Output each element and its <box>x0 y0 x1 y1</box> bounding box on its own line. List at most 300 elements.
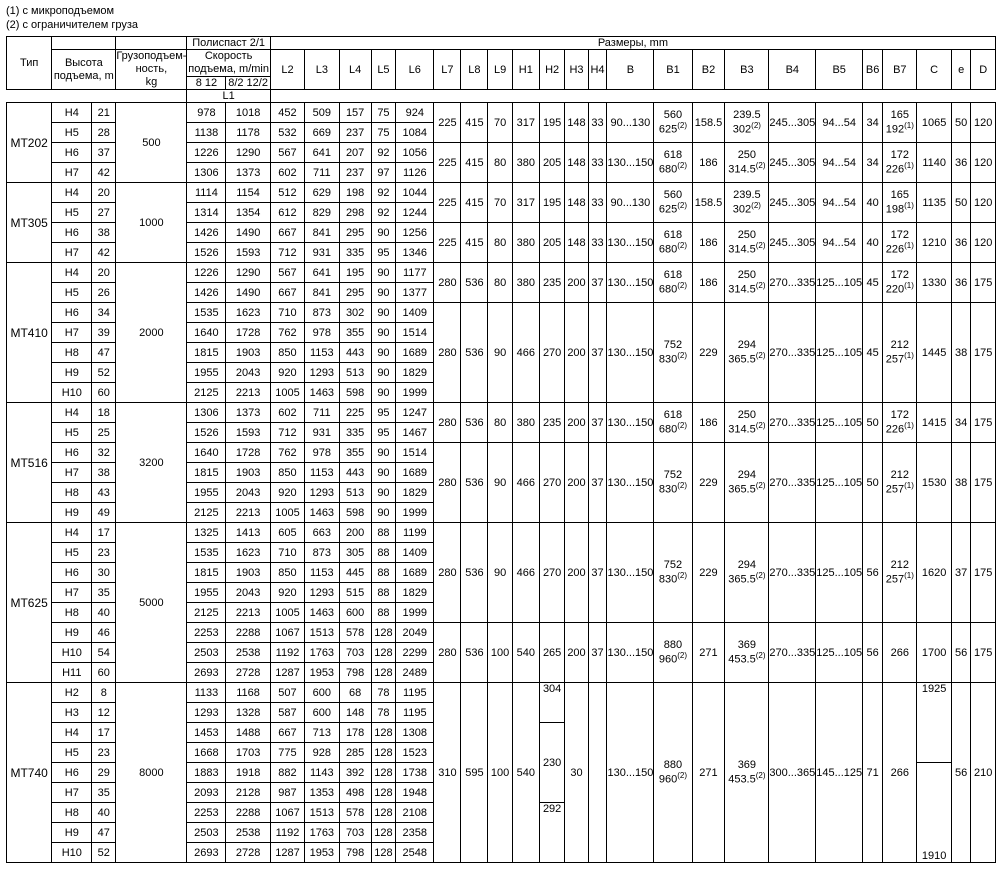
cell-L2: 1005 <box>270 503 304 523</box>
cell-L8: 415 <box>461 143 488 183</box>
height-value: 34 <box>92 303 116 323</box>
cell-L4: 157 <box>339 103 371 123</box>
cell-L2: 882 <box>270 763 304 783</box>
cell-B6: 50 <box>863 403 883 443</box>
cell-L3: 841 <box>305 223 339 243</box>
cell-L3: 713 <box>305 723 339 743</box>
height-value: 18 <box>92 403 116 423</box>
cell-L2: 1005 <box>270 603 304 623</box>
height-value: 17 <box>92 523 116 543</box>
cell-L5: 88 <box>371 583 395 603</box>
cell-L6: 1247 <box>396 403 434 423</box>
cell-L3: 1153 <box>305 563 339 583</box>
cell-H2: 205 <box>539 223 565 263</box>
header-height: Высота подъема, m <box>52 50 116 90</box>
header-col-H1: H1 <box>512 50 539 90</box>
L1-speed-8-2: 2213 <box>226 503 270 523</box>
cell-L3: 978 <box>305 443 339 463</box>
cell-H4 <box>588 683 607 863</box>
data-row <box>7 183 996 203</box>
cell-L3: 931 <box>305 243 339 263</box>
cell-L9: 80 <box>488 223 512 263</box>
L1-speed-8-2: 2288 <box>226 623 270 643</box>
L1-speed-8-2: 1593 <box>226 423 270 443</box>
cell-L3: 669 <box>305 123 339 143</box>
cell-H2: 270 <box>539 303 565 403</box>
cell-L4: 298 <box>339 203 371 223</box>
cell-L6: 1409 <box>396 543 434 563</box>
cell-L2: 587 <box>270 703 304 723</box>
height-value: 52 <box>92 843 116 863</box>
cell-L6: 1689 <box>396 563 434 583</box>
L1-speed-8-2: 1623 <box>226 543 270 563</box>
L1-speed-8-2: 1490 <box>226 283 270 303</box>
L1-speed-8-12: 1955 <box>187 483 226 503</box>
cell-L6: 2358 <box>396 823 434 843</box>
cell-H1: 466 <box>512 523 539 623</box>
L1-speed-8-2: 1490 <box>226 223 270 243</box>
cell-L9: 90 <box>488 523 512 623</box>
cell-e: 37 <box>951 523 971 623</box>
cell-L3: 629 <box>305 183 339 203</box>
cell-e: 38 <box>951 443 971 523</box>
model-type: MT516 <box>7 403 52 523</box>
cell-L8: 415 <box>461 223 488 263</box>
cell-L4: 445 <box>339 563 371 583</box>
height-value: 21 <box>92 103 116 123</box>
cell-L6: 1195 <box>396 703 434 723</box>
header-polispast: Полиспаст 2/1 <box>187 37 270 50</box>
cell-L4: 68 <box>339 683 371 703</box>
cell-B2: 271 <box>692 623 725 683</box>
cell-L4: 598 <box>339 503 371 523</box>
cell-L6: 1377 <box>396 283 434 303</box>
cell-B6: 56 <box>863 523 883 623</box>
height-label: H7 <box>52 463 92 483</box>
cell-L6: 1523 <box>396 743 434 763</box>
cell-e: 56 <box>951 683 971 863</box>
cell-L3: 1153 <box>305 343 339 363</box>
L1-speed-8-2: 2288 <box>226 803 270 823</box>
height-value: 23 <box>92 743 116 763</box>
cell-B2: 186 <box>692 143 725 183</box>
header-spacer-capacity <box>116 37 187 50</box>
L1-speed-8-12: 1535 <box>187 303 226 323</box>
cell-L2: 602 <box>270 403 304 423</box>
cell-L4: 237 <box>339 163 371 183</box>
cell-B3: 294 365.5$^{(2)}$ <box>725 523 769 623</box>
cell-H1: 317 <box>512 183 539 223</box>
cell-L6: 1689 <box>396 343 434 363</box>
height-label: H7 <box>52 243 92 263</box>
cell-L3: 1513 <box>305 803 339 823</box>
cell-B2: 229 <box>692 523 725 623</box>
cell-L4: 355 <box>339 443 371 463</box>
header-col-D: D <box>971 50 996 90</box>
cell-L5: 78 <box>371 683 395 703</box>
cell-L4: 798 <box>339 843 371 863</box>
cell-L5: 90 <box>371 343 395 363</box>
cell-L6: 1999 <box>396 503 434 523</box>
cell-L5: 88 <box>371 563 395 583</box>
L1-speed-8-12: 1293 <box>187 703 226 723</box>
cell-H4: 37 <box>588 403 607 443</box>
height-label: H4 <box>52 403 92 423</box>
cell-L4: 515 <box>339 583 371 603</box>
height-label: H6 <box>52 563 92 583</box>
L1-speed-8-2: 2043 <box>226 583 270 603</box>
L1-speed-8-12: 1133 <box>187 683 226 703</box>
height-label: H4 <box>52 103 92 123</box>
cell-L2: 920 <box>270 583 304 603</box>
cell-L2: 1005 <box>270 383 304 403</box>
cell-H3: 200 <box>565 303 588 403</box>
cell-L6: 2108 <box>396 803 434 823</box>
cell-L3: 829 <box>305 203 339 223</box>
cell-B5: 125...105 <box>816 263 863 303</box>
L1-speed-8-12: 2693 <box>187 843 226 863</box>
cell-L8: 536 <box>461 403 488 443</box>
cell-L2: 710 <box>270 303 304 323</box>
cell-H2: 270 <box>539 443 565 523</box>
height-label: H10 <box>52 643 92 663</box>
cell-L2: 987 <box>270 783 304 803</box>
cell-B1: 618 680$^{(2)}$ <box>654 403 692 443</box>
L1-speed-8-12: 1640 <box>187 443 226 463</box>
cell-C: 1700 <box>917 623 951 683</box>
L1-speed-8-2: 1703 <box>226 743 270 763</box>
capacity-value: 8000 <box>116 683 187 863</box>
cell-B2: 186 <box>692 223 725 263</box>
cell-L9: 90 <box>488 443 512 523</box>
height-label: H7 <box>52 163 92 183</box>
footnote-2: (2) с ограничителем груза <box>6 19 139 31</box>
cell-B2: 158.5 <box>692 103 725 143</box>
cell-B5: 125...105 <box>816 303 863 403</box>
height-value: 35 <box>92 783 116 803</box>
cell-B1: 560 625$^{(2)}$ <box>654 103 692 143</box>
height-value: 27 <box>92 203 116 223</box>
cell-L5: 128 <box>371 803 395 823</box>
cell-L3: 1143 <box>305 763 339 783</box>
cell-L4: 225 <box>339 403 371 423</box>
height-label: H8 <box>52 343 92 363</box>
cell-L9: 70 <box>488 183 512 223</box>
cell-L5: 90 <box>371 283 395 303</box>
cell-B1: 618 680$^{(2)}$ <box>654 143 692 183</box>
height-value: 46 <box>92 623 116 643</box>
cell-L2: 1067 <box>270 803 304 823</box>
L1-speed-8-12: 1314 <box>187 203 226 223</box>
cell-L6: 1829 <box>396 483 434 503</box>
cell-C-lower: 1910 <box>917 763 951 863</box>
cell-H2-lower: 292 <box>539 803 565 863</box>
cell-C: 1445 <box>917 303 951 403</box>
cell-L3: 1463 <box>305 383 339 403</box>
height-value: 43 <box>92 483 116 503</box>
L1-speed-8-12: 2503 <box>187 643 226 663</box>
cell-L4: 237 <box>339 123 371 143</box>
height-label: H8 <box>52 803 92 823</box>
cell-B6: 50 <box>863 443 883 523</box>
height-label: H10 <box>52 383 92 403</box>
L1-speed-8-2: 2728 <box>226 843 270 863</box>
L1-speed-8-12: 1325 <box>187 523 226 543</box>
header-col-B2: B2 <box>692 50 725 90</box>
cell-L3: 509 <box>305 103 339 123</box>
L1-speed-8-2: 1168 <box>226 683 270 703</box>
cell-B7: 172 226$^{(1)}$ <box>883 143 917 183</box>
cell-B1: 618 680$^{(2)}$ <box>654 263 692 303</box>
cell-L5: 128 <box>371 763 395 783</box>
cell-B: 90...130 <box>607 103 654 143</box>
cell-L6: 1177 <box>396 263 434 283</box>
L1-speed-8-12: 2503 <box>187 823 226 843</box>
height-value: 23 <box>92 543 116 563</box>
cell-L2: 567 <box>270 263 304 283</box>
height-label: H6 <box>52 763 92 783</box>
cell-H4: 33 <box>588 223 607 263</box>
header-sizes: Размеры, mm <box>270 37 995 50</box>
model-type: MT625 <box>7 523 52 683</box>
cell-B3: 250 314.5$^{(2)}$ <box>725 223 769 263</box>
L1-speed-8-12: 2125 <box>187 503 226 523</box>
L1-speed-8-2: 1373 <box>226 163 270 183</box>
cell-L4: 443 <box>339 463 371 483</box>
cell-L5: 90 <box>371 303 395 323</box>
cell-B5: 125...105 <box>816 623 863 683</box>
height-value: 42 <box>92 243 116 263</box>
height-label: H10 <box>52 843 92 863</box>
cell-D: 175 <box>971 303 996 403</box>
cell-L6: 1346 <box>396 243 434 263</box>
cell-L6: 1467 <box>396 423 434 443</box>
height-label: H4 <box>52 523 92 543</box>
cell-H1: 466 <box>512 443 539 523</box>
cell-L2: 667 <box>270 283 304 303</box>
cell-D: 175 <box>971 523 996 623</box>
cell-H1: 380 <box>512 143 539 183</box>
L1-speed-8-2: 1373 <box>226 403 270 423</box>
cell-L5: 128 <box>371 783 395 803</box>
cell-B4: 270...335 <box>769 303 816 403</box>
cell-B5: 94...54 <box>816 223 863 263</box>
height-value: 39 <box>92 323 116 343</box>
cell-L6: 1256 <box>396 223 434 243</box>
height-label: H3 <box>52 703 92 723</box>
capacity-value: 1000 <box>116 183 187 263</box>
L1-speed-8-2: 1178 <box>226 123 270 143</box>
height-label: H9 <box>52 503 92 523</box>
cell-L9: 80 <box>488 263 512 303</box>
cell-L7: 225 <box>434 103 461 143</box>
L1-speed-8-12: 1668 <box>187 743 226 763</box>
cell-C: 1530 <box>917 443 951 523</box>
cell-L2: 507 <box>270 683 304 703</box>
cell-L6: 1999 <box>396 603 434 623</box>
cell-C: 1210 <box>917 223 951 263</box>
cell-L7: 310 <box>434 683 461 863</box>
height-label: H9 <box>52 623 92 643</box>
cell-e: 34 <box>951 403 971 443</box>
cell-L5: 90 <box>371 323 395 343</box>
cell-H2: 265 <box>539 623 565 683</box>
cell-B7: 212 257$^{(1)}$ <box>883 443 917 523</box>
cell-L5: 128 <box>371 843 395 863</box>
cell-B1: 752 830$^{(2)}$ <box>654 443 692 523</box>
cell-L3: 841 <box>305 283 339 303</box>
cell-B7: 172 226$^{(1)}$ <box>883 403 917 443</box>
cell-B: 130...150 <box>607 683 654 863</box>
cell-L6: 1126 <box>396 163 434 183</box>
height-label: H6 <box>52 303 92 323</box>
cell-L5: 128 <box>371 823 395 843</box>
cell-B3: 294 365.5$^{(2)}$ <box>725 443 769 523</box>
cell-H3: 200 <box>565 263 588 303</box>
cell-L3: 641 <box>305 263 339 283</box>
cell-B4: 270...335 <box>769 443 816 523</box>
cell-e: 50 <box>951 183 971 223</box>
height-value: 37 <box>92 143 116 163</box>
cell-L5: 75 <box>371 103 395 123</box>
cell-L3: 600 <box>305 683 339 703</box>
cell-L2: 1287 <box>270 663 304 683</box>
cell-L7: 225 <box>434 143 461 183</box>
cell-L6: 1999 <box>396 383 434 403</box>
cell-B4: 270...335 <box>769 523 816 623</box>
header-col-L5: L5 <box>371 50 395 90</box>
cell-L7: 280 <box>434 303 461 403</box>
height-value: 30 <box>92 563 116 583</box>
cell-L2: 612 <box>270 203 304 223</box>
cell-L3: 1763 <box>305 823 339 843</box>
cell-L6: 1829 <box>396 583 434 603</box>
cell-H2: 235 <box>539 403 565 443</box>
L1-speed-8-12: 1815 <box>187 343 226 363</box>
capacity-value: 500 <box>116 103 187 183</box>
header-col-H3: H3 <box>565 50 588 90</box>
L1-speed-8-2: 2128 <box>226 783 270 803</box>
height-value: 20 <box>92 183 116 203</box>
cell-L4: 302 <box>339 303 371 323</box>
L1-speed-8-2: 1354 <box>226 203 270 223</box>
cell-H1: 380 <box>512 263 539 303</box>
height-value: 38 <box>92 463 116 483</box>
header-speed-8-2-12-2: 8/2 12/2 <box>226 77 270 90</box>
cell-H4: 37 <box>588 263 607 303</box>
header-col-L9: L9 <box>488 50 512 90</box>
cell-B6: 34 <box>863 143 883 183</box>
L1-speed-8-12: 1526 <box>187 243 226 263</box>
height-value: 40 <box>92 603 116 623</box>
cell-B7: 165 192$^{(1)}$ <box>883 103 917 143</box>
height-label: H8 <box>52 483 92 503</box>
cell-L9: 90 <box>488 303 512 403</box>
cell-L6: 1948 <box>396 783 434 803</box>
cell-C-upper: 1925 <box>917 683 951 763</box>
cell-B: 130...150 <box>607 303 654 403</box>
cell-B7: 212 257$^{(1)}$ <box>883 303 917 403</box>
cell-L3: 1293 <box>305 583 339 603</box>
cell-B1: 560 625$^{(2)}$ <box>654 183 692 223</box>
cell-L2: 1192 <box>270 823 304 843</box>
header-speed-8-12: 8 12 <box>187 77 226 90</box>
cell-H4: 33 <box>588 143 607 183</box>
cell-L6: 2299 <box>396 643 434 663</box>
height-label: H5 <box>52 423 92 443</box>
cell-B2: 186 <box>692 263 725 303</box>
height-value: 47 <box>92 823 116 843</box>
cell-B4: 270...335 <box>769 263 816 303</box>
cell-L2: 920 <box>270 483 304 503</box>
cell-L7: 225 <box>434 183 461 223</box>
cell-L5: 90 <box>371 463 395 483</box>
cell-L5: 90 <box>371 363 395 383</box>
height-label: H7 <box>52 583 92 603</box>
cell-L6: 1199 <box>396 523 434 543</box>
cell-L2: 850 <box>270 343 304 363</box>
cell-B1: 752 830$^{(2)}$ <box>654 303 692 403</box>
cell-H2-upper: 304 <box>539 683 565 723</box>
cell-L7: 280 <box>434 623 461 683</box>
cell-H3: 148 <box>565 143 588 183</box>
cell-L4: 295 <box>339 223 371 243</box>
height-label: H5 <box>52 203 92 223</box>
L1-speed-8-2: 1290 <box>226 143 270 163</box>
cell-L8: 536 <box>461 623 488 683</box>
cell-L5: 90 <box>371 483 395 503</box>
header-col-L3: L3 <box>305 50 339 90</box>
cell-L5: 95 <box>371 403 395 423</box>
header-col-B: B <box>607 50 654 90</box>
cell-B2: 229 <box>692 443 725 523</box>
cell-D: 175 <box>971 623 996 683</box>
header-row <box>7 50 996 77</box>
height-value: 25 <box>92 423 116 443</box>
cell-H2: 195 <box>539 103 565 143</box>
height-value: 8 <box>92 683 116 703</box>
header-row <box>7 37 996 50</box>
cell-L4: 392 <box>339 763 371 783</box>
cell-L5: 128 <box>371 663 395 683</box>
cell-B: 90...130 <box>607 183 654 223</box>
cell-L4: 148 <box>339 703 371 723</box>
cell-H1: 380 <box>512 403 539 443</box>
cell-L4: 305 <box>339 543 371 563</box>
footnotes <box>6 4 996 32</box>
cell-D: 175 <box>971 403 996 443</box>
height-value: 60 <box>92 383 116 403</box>
cell-L5: 88 <box>371 543 395 563</box>
cell-e: 56 <box>951 623 971 683</box>
height-value: 38 <box>92 223 116 243</box>
cell-L3: 931 <box>305 423 339 443</box>
L1-speed-8-12: 2253 <box>187 803 226 823</box>
L1-speed-8-2: 1154 <box>226 183 270 203</box>
cell-L3: 1293 <box>305 363 339 383</box>
height-label: H5 <box>52 123 92 143</box>
cell-L2: 712 <box>270 423 304 443</box>
L1-speed-8-2: 1018 <box>226 103 270 123</box>
height-value: 28 <box>92 123 116 143</box>
cell-L7: 280 <box>434 523 461 623</box>
cell-L4: 578 <box>339 623 371 643</box>
cell-L4: 178 <box>339 723 371 743</box>
cell-L6: 2489 <box>396 663 434 683</box>
model-type: MT740 <box>7 683 52 863</box>
cell-L3: 600 <box>305 703 339 723</box>
cell-H3: 200 <box>565 443 588 523</box>
